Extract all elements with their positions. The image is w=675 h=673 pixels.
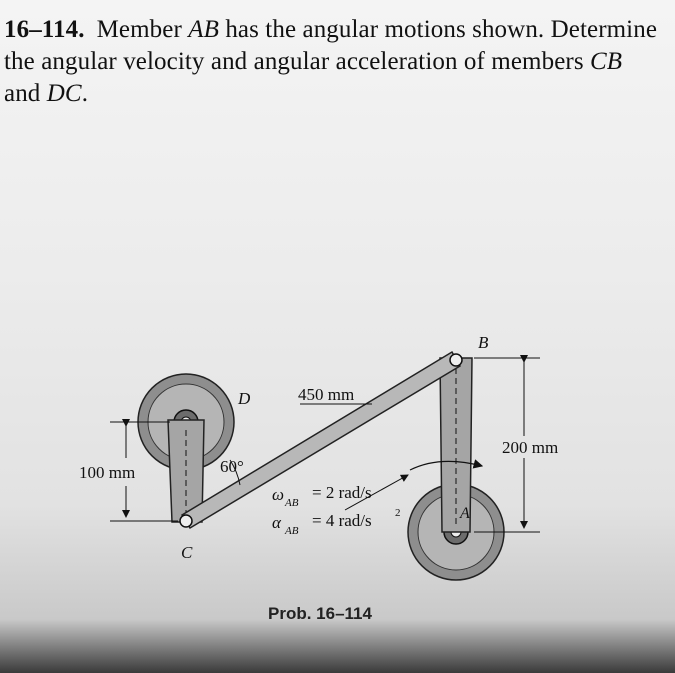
problem-text-3: and: [4, 80, 47, 107]
omega-subscript: AB: [285, 497, 299, 509]
problem-text-2: has the angular motions shown. Determine the angular velocity and angular acceleration of members: [4, 16, 658, 75]
angle-text: 60°: [220, 457, 244, 476]
label-d: D: [238, 389, 251, 408]
dim-450-text: 450 mm: [298, 385, 355, 404]
omega-symbol: ω: [272, 485, 285, 504]
label-c: C: [181, 543, 193, 562]
problem-text-1: Member: [96, 16, 189, 43]
problem-number: 16–114.: [4, 16, 85, 43]
problem-text-4: .: [81, 80, 89, 107]
member-dc: DC: [46, 80, 82, 107]
pin-c: [180, 515, 192, 527]
dim-200-text: 200 mm: [502, 438, 559, 457]
alpha-symbol: α: [272, 513, 281, 532]
alpha-exponent: 2: [395, 507, 401, 519]
alpha-value: = 4 rad/s: [312, 511, 372, 530]
member-cb: CB: [590, 48, 623, 75]
pin-b: [450, 354, 462, 366]
label-a: A: [460, 505, 470, 522]
omega-ab: [272, 483, 372, 509]
label-b: B: [478, 333, 489, 352]
omega-value: = 2 rad/s: [312, 483, 372, 502]
alpha-ab: [272, 507, 401, 537]
member-ab: AB: [188, 16, 219, 43]
dim-100-text: 100 mm: [79, 463, 136, 482]
figure-caption: Prob. 16–114: [268, 604, 372, 623]
alpha-subscript: AB: [285, 525, 299, 537]
